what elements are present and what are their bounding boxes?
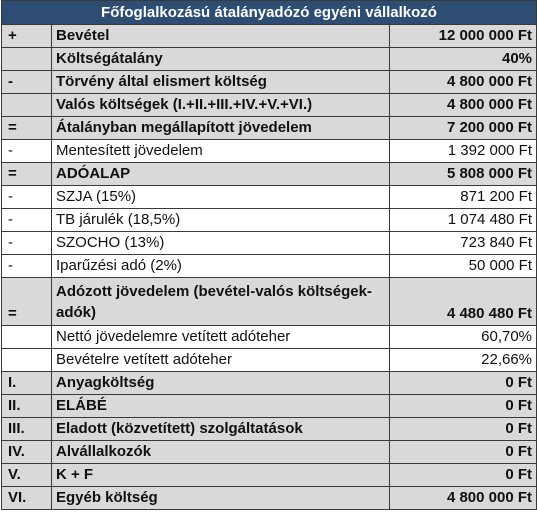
row-symbol-cell: - <box>2 209 52 232</box>
row-value-cell: 723 840 Ft <box>390 232 537 255</box>
table-row <box>2 25 537 48</box>
table-row <box>2 140 537 163</box>
row-symbol-cell: = <box>2 163 52 186</box>
row-label-cell: Bevétel <box>52 25 390 48</box>
table-title: Főfoglalkozású átalányadózó egyéni vállalkozó <box>2 1 537 25</box>
table-row <box>2 395 537 418</box>
row-label-cell: Bevételre vetített adóteher <box>52 349 390 372</box>
row-symbol-cell: V. <box>2 464 52 487</box>
table-row <box>2 71 537 94</box>
row-symbol-cell <box>2 326 52 349</box>
table-row <box>2 326 537 349</box>
row-symbol-cell: VI. <box>2 487 52 510</box>
row-label-cell: Alvállalkozók <box>52 441 390 464</box>
table-row <box>2 163 537 186</box>
row-value-cell: 0 Ft <box>390 464 537 487</box>
row-symbol-cell: = <box>2 117 52 140</box>
row-label-cell: Költségátalány <box>52 48 390 71</box>
row-value-cell: 4 480 480 Ft <box>390 278 537 326</box>
table-row <box>2 278 537 326</box>
row-symbol-cell <box>2 349 52 372</box>
row-value-cell: 40% <box>390 48 537 71</box>
row-label-cell: Valós költségek (I.+II.+III.+IV.+V.+VI.) <box>52 94 390 117</box>
row-symbol-cell <box>2 48 52 71</box>
table-row <box>2 209 537 232</box>
table-row <box>2 186 537 209</box>
row-symbol-cell: = <box>2 278 52 326</box>
table-title-row <box>2 1 537 25</box>
row-label-cell: Nettó jövedelemre vetített adóteher <box>52 326 390 349</box>
table-row <box>2 487 537 510</box>
row-label-cell: Mentesített jövedelem <box>52 140 390 163</box>
row-symbol-cell: + <box>2 25 52 48</box>
row-value-cell: 0 Ft <box>390 395 537 418</box>
table-row <box>2 48 537 71</box>
row-symbol-cell: - <box>2 232 52 255</box>
row-label-cell: Törvény által elismert költség <box>52 71 390 94</box>
row-value-cell: 60,70% <box>390 326 537 349</box>
row-label-cell: SZOCHO (13%) <box>52 232 390 255</box>
table-row <box>2 441 537 464</box>
table-row <box>2 94 537 117</box>
row-symbol-cell: IV. <box>2 441 52 464</box>
row-value-cell: 1 392 000 Ft <box>390 140 537 163</box>
row-label-cell: SZJA (15%) <box>52 186 390 209</box>
row-label-cell: Iparűzési adó (2%) <box>52 255 390 278</box>
row-symbol-cell: II. <box>2 395 52 418</box>
table-row <box>2 418 537 441</box>
table-row <box>2 464 537 487</box>
row-symbol-cell: - <box>2 71 52 94</box>
row-value-cell: 4 800 000 Ft <box>390 487 537 510</box>
row-symbol-cell: - <box>2 255 52 278</box>
row-value-cell: 0 Ft <box>390 372 537 395</box>
tax-calculation-sheet <box>1 0 536 510</box>
row-symbol-cell <box>2 94 52 117</box>
table-row <box>2 232 537 255</box>
row-label-cell: Egyéb költség <box>52 487 390 510</box>
row-label-cell: ELÁBÉ <box>52 395 390 418</box>
row-label-cell: Anyagköltség <box>52 372 390 395</box>
row-label-cell: TB járulék (18,5%) <box>52 209 390 232</box>
row-value-cell: 4 800 000 Ft <box>390 71 537 94</box>
row-value-cell: 50 000 Ft <box>390 255 537 278</box>
row-value-cell: 4 800 000 Ft <box>390 94 537 117</box>
row-value-cell: 7 200 000 Ft <box>390 117 537 140</box>
row-symbol-cell: - <box>2 140 52 163</box>
row-symbol-cell: - <box>2 186 52 209</box>
row-label-cell: K + F <box>52 464 390 487</box>
tax-calculation-table <box>1 0 537 510</box>
row-value-cell: 0 Ft <box>390 418 537 441</box>
row-value-cell: 5 808 000 Ft <box>390 163 537 186</box>
row-value-cell: 871 200 Ft <box>390 186 537 209</box>
row-value-cell: 1 074 480 Ft <box>390 209 537 232</box>
table-row <box>2 372 537 395</box>
row-value-cell: 22,66% <box>390 349 537 372</box>
row-value-cell: 0 Ft <box>390 441 537 464</box>
row-symbol-cell: III. <box>2 418 52 441</box>
table-row <box>2 117 537 140</box>
row-value-cell: 12 000 000 Ft <box>390 25 537 48</box>
row-label-cell: Adózott jövedelem (bevétel-valós költségek-adók) <box>52 278 390 326</box>
row-label-cell: ADÓALAP <box>52 163 390 186</box>
table-row <box>2 349 537 372</box>
row-label-cell: Eladott (közvetített) szolgáltatások <box>52 418 390 441</box>
row-label-cell: Átalányban megállapított jövedelem <box>52 117 390 140</box>
row-symbol-cell: I. <box>2 372 52 395</box>
table-row <box>2 255 537 278</box>
